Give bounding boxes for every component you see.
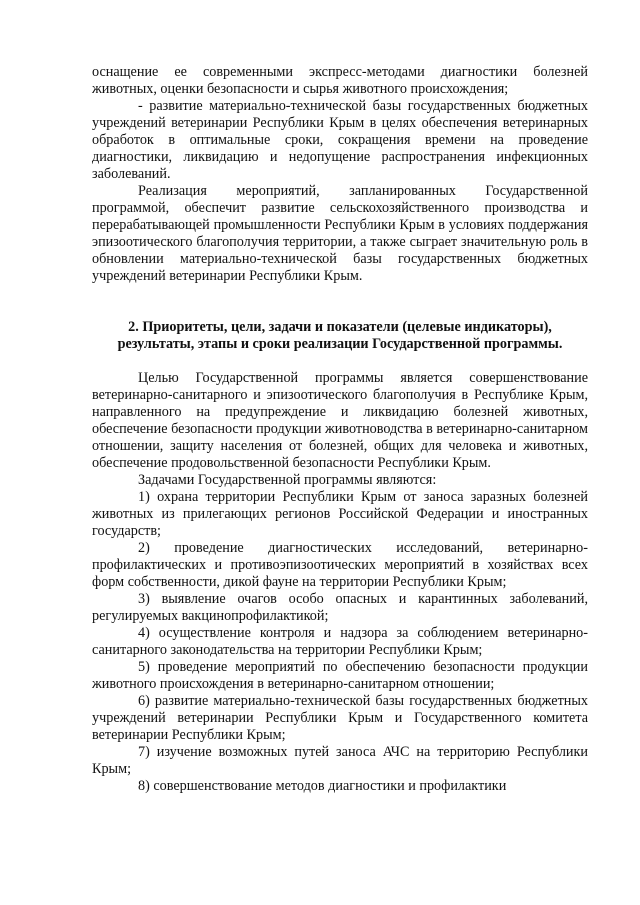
tasks-intro: Задачами Государственной программы являются: (138, 472, 437, 488)
task-item: 2) проведение диагностических исследований, ветеринарно-профилактических и противоэпизоотических мероприятий в хозяйствах всех форм собственности, дикой фауне на территории Республики Крым; (92, 540, 588, 590)
paragraph-equipment: оснащение ее современными экспресс-методами диагностики болезней животных, оценки безопасности и сырья животного происхождения; (92, 64, 588, 97)
document-page (92, 64, 588, 795)
task-item: 7) изучение возможных путей заноса АЧС на территорию Республики Крым; (92, 744, 588, 777)
paragraph-goal: Целью Государственной программы является совершенствование ветеринарно-санитарного и эпизоотического благополучия в Республике Крым, направленного на предупреждение и ликвидацию болезней животных, обеспечение безопасности продукции животноводства в ветеринарно-санитарном отношении, защиту населения от болезней, общих для человека и животных, обеспечение продовольственной безопасности Республики Крым. (92, 370, 588, 471)
paragraph-infrastructure: - развитие материально-технической базы государственных бюджетных учреждений ветеринарии Республики Крым в целях обеспечения ветеринарных обработок в оптимальные сроки, сокращения времени на проведение диагностики, ликвидацию и недопущение распространения инфекционных заболеваний. (92, 98, 588, 182)
task-item: 5) проведение мероприятий по обеспечению безопасности продукции животного происхождения в ветеринарно-санитарном отношении; (92, 659, 588, 692)
task-item: 6) развитие материально-технической базы государственных бюджетных учреждений ветеринарии Республики Крым и Государственного комитета ветеринарии Республики Крым; (92, 693, 588, 743)
task-item: 8) совершенствование методов диагностики и профилактики (138, 778, 507, 794)
task-item: 3) выявление очагов особо опасных и карантинных заболеваний, регулируемых вакцинопрофилактикой; (92, 591, 588, 624)
paragraph-implementation: Реализация мероприятий, запланированных Государственной программой, обеспечит развитие сельскохозяйственного производства и перерабатывающей промышленности Республики Крым в условиях поддержания эпизоотического благополучия территории, а также сыграет значительную роль в обновлении материально-технической базы государственных бюджетных учреждений ветеринарии Республики Крым. (92, 183, 588, 284)
task-item: 4) осуществление контроля и надзора за соблюдением ветеринарно-санитарного законодательства на территории Республики Крым; (92, 625, 588, 658)
task-item: 1) охрана территории Республики Крым от заноса заразных болезней животных из прилегающих регионов Российской Федерации и иностранных государств; (92, 489, 588, 539)
section-heading: 2. Приоритеты, цели, задачи и показатели (целевые индикаторы), результаты, этапы и сроки реализации Государственной программы. (117, 319, 563, 352)
